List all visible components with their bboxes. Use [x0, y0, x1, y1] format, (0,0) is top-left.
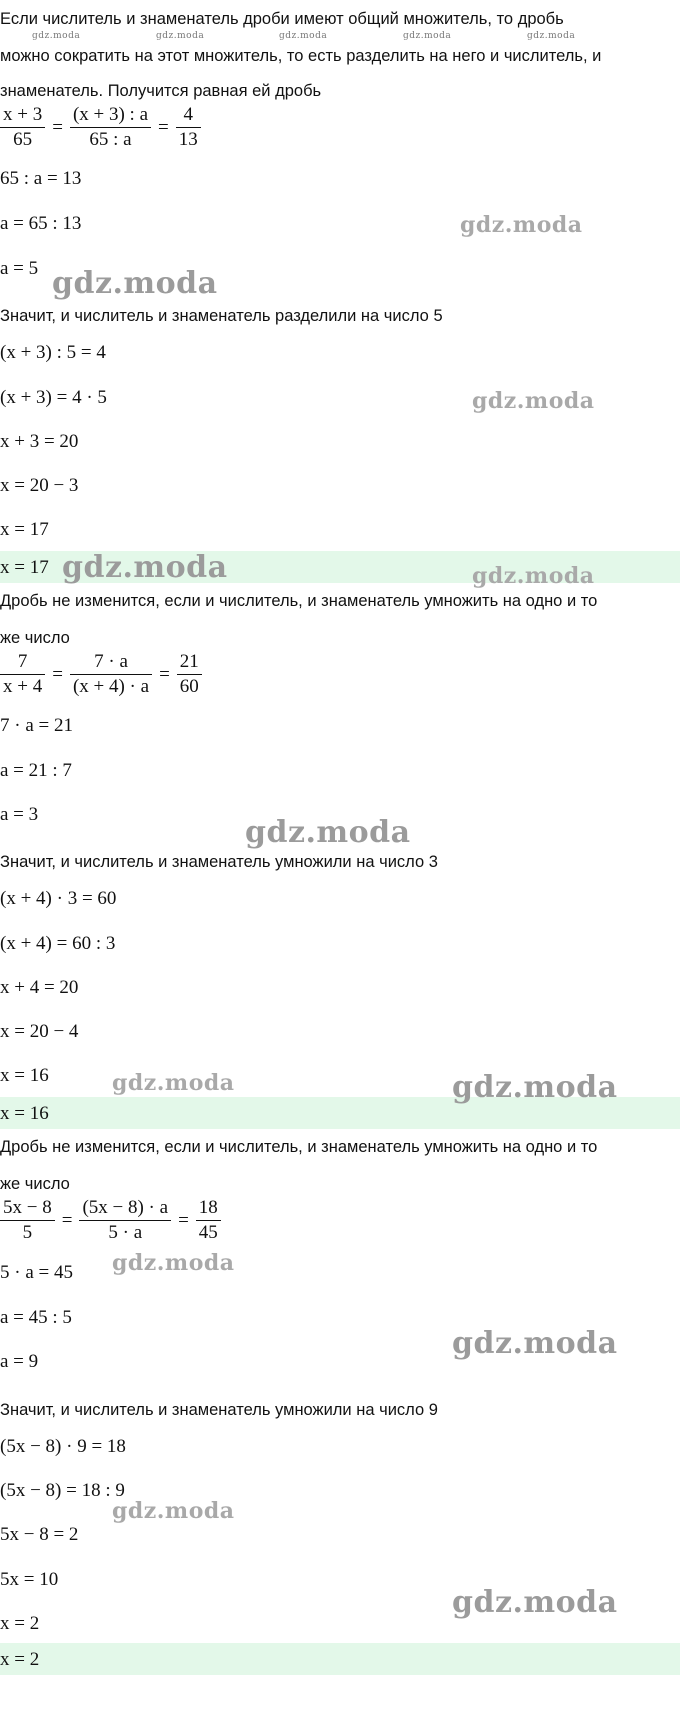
- equation: (x + 3) : 5 = 4: [0, 342, 106, 363]
- watermark: gdz.moda: [452, 1070, 618, 1105]
- intro-line: же число: [0, 1175, 70, 1193]
- answer: x = 16: [0, 1103, 49, 1124]
- equation: 5 · a = 45: [0, 1262, 73, 1283]
- fraction-equation: $\frac{x + 3}{65}$ = $\frac{(x + 3) : a}{65 : a}$ = $\frac{4}{13}$: [0, 103, 201, 152]
- intro-line: Дробь не изменится, если и числитель, и знаменатель умножить на одно и то: [0, 592, 598, 610]
- watermark: gdz.moda: [112, 1250, 235, 1276]
- equation: x = 2: [0, 1613, 40, 1634]
- equation: 5x = 10: [0, 1569, 59, 1590]
- fraction: $\frac{21}{60}$: [177, 650, 202, 699]
- fraction: $\frac{7 \cdot a}{(x + 4) \cdot a}$: [70, 650, 152, 699]
- equation: x = 16: [0, 1065, 49, 1086]
- intro-line: Дробь не изменится, если и числитель, и знаменатель умножить на одно и то: [0, 1138, 598, 1156]
- watermark: gdz.moda: [472, 563, 595, 589]
- watermark: gdz.moda: [460, 212, 583, 238]
- equation: a = 45 : 5: [0, 1307, 72, 1328]
- equation: 65 : a = 13: [0, 168, 82, 189]
- fraction-equation: $\frac{5x - 8}{5}$ = $\frac{(5x - 8) \cdot a}{5 \cdot a}$ = $\frac{18}{45}$: [0, 1196, 221, 1245]
- answer: x = 2: [0, 1649, 40, 1670]
- fraction: $\frac{(x + 3) : a}{65 : a}$: [70, 103, 151, 152]
- watermark: gdz.moda: [245, 815, 411, 850]
- fraction: $\frac{18}{45}$: [196, 1196, 221, 1245]
- fraction: $\frac{4}{13}$: [176, 103, 201, 152]
- fraction-equation: $\frac{7}{x + 4}$ = $\frac{7 \cdot a}{(x + 4) \cdot a}$ = $\frac{21}{60}$: [0, 650, 202, 699]
- equation: (5x − 8) · 9 = 18: [0, 1436, 126, 1457]
- watermark: gdz.moda: [403, 31, 452, 41]
- equation: x + 3 = 20: [0, 431, 79, 452]
- intro-line: Если числитель и знаменатель дроби имеют общий множитель, то дробь: [0, 10, 564, 28]
- equation: a = 21 : 7: [0, 760, 72, 781]
- answer: x = 17: [0, 557, 49, 578]
- equation: (x + 4) = 60 : 3: [0, 933, 116, 954]
- watermark: gdz.moda: [52, 266, 218, 301]
- conclusion-line: Значит, и числитель и знаменатель умножили на число 3: [0, 853, 438, 871]
- equation: 7 · a = 21: [0, 715, 73, 736]
- fraction: $\frac{7}{x + 4}$: [0, 650, 45, 699]
- watermark: gdz.moda: [112, 1070, 235, 1096]
- watermark: gdz.moda: [32, 31, 81, 41]
- conclusion-line: Значит, и числитель и знаменатель умножили на число 9: [0, 1401, 438, 1419]
- intro-line: можно сократить на этот множитель, то есть разделить на него и числитель, и: [0, 47, 602, 65]
- watermark: gdz.moda: [452, 1326, 618, 1361]
- equation: x = 20 − 4: [0, 1021, 79, 1042]
- equation: (x + 4) · 3 = 60: [0, 888, 117, 909]
- watermark: gdz.moda: [279, 31, 328, 41]
- equation: a = 3: [0, 804, 39, 825]
- equation: a = 5: [0, 258, 39, 279]
- equation: x + 4 = 20: [0, 977, 79, 998]
- watermark: gdz.moda: [62, 550, 228, 585]
- answer-highlight-3: [0, 1643, 680, 1675]
- watermark: gdz.moda: [156, 31, 205, 41]
- equation: a = 65 : 13: [0, 213, 82, 234]
- intro-line: знаменатель. Получится равная ей дробь: [0, 82, 322, 100]
- conclusion-line: Значит, и числитель и знаменатель разделили на число 5: [0, 307, 443, 325]
- equation: x = 20 − 3: [0, 475, 79, 496]
- fraction: $\frac{x + 3}{65}$: [0, 103, 45, 152]
- fraction: $\frac{5x - 8}{5}$: [0, 1196, 55, 1245]
- watermark: gdz.moda: [472, 388, 595, 414]
- watermark: gdz.moda: [527, 31, 576, 41]
- watermark: gdz.moda: [452, 1585, 618, 1620]
- equation: (5x − 8) = 18 : 9: [0, 1480, 125, 1501]
- intro-line: же число: [0, 629, 70, 647]
- equation: 5x − 8 = 2: [0, 1524, 79, 1545]
- watermark: gdz.moda: [112, 1498, 235, 1524]
- equation: x = 17: [0, 519, 49, 540]
- equation: (x + 3) = 4 · 5: [0, 387, 107, 408]
- fraction: $\frac{(5x - 8) \cdot a}{5 \cdot a}$: [79, 1196, 171, 1245]
- equation: a = 9: [0, 1351, 39, 1372]
